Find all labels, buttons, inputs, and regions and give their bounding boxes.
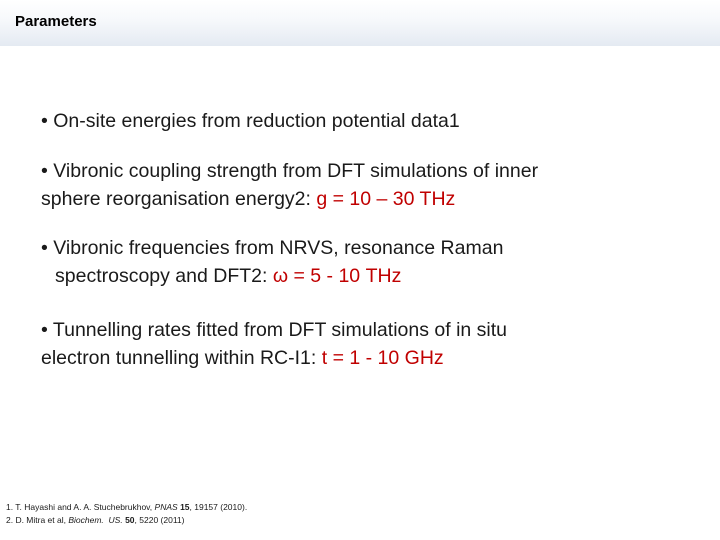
bullet-line (41, 234, 503, 262)
reference-2 (6, 514, 247, 527)
bullet-vibronic-coupling (41, 157, 538, 213)
bullet-vibronic-frequencies (41, 234, 503, 290)
bullet-text: On-site energies from reduction potential data1 (53, 110, 460, 132)
reference-1 (6, 501, 247, 514)
bullet-line-2 (41, 344, 507, 372)
reference-authors: 1. T. Hayashi and A. A. Stuchebrukhov, (6, 502, 155, 512)
reference-journal-2: US. (108, 515, 123, 525)
bullet-text: Vibronic frequencies from NRVS, resonance Raman (53, 237, 504, 259)
bullet-marker: • (41, 110, 48, 132)
reference-pages: , 19157 (2010). (189, 502, 248, 512)
parameter-value-omega: ω = 5 - 10 THz (272, 265, 402, 287)
bullet-marker: • (41, 160, 48, 182)
bullet-onsite-energies (41, 107, 460, 135)
parameter-value-g: g = 10 – 30 THz (316, 188, 456, 210)
bullet-line-2 (41, 185, 538, 213)
bullet-tunnelling-rates (41, 316, 507, 372)
references (6, 501, 247, 527)
reference-pages: , 5220 (2011) (134, 515, 185, 525)
slide-title: Parameters (15, 13, 97, 30)
bullet-text-2: spectroscopy and DFT2: (55, 265, 273, 287)
reference-journal: PNAS (154, 502, 178, 512)
bullet-text-2: sphere reorganisation energy2: (41, 188, 317, 210)
bullet-line-2 (41, 262, 503, 290)
reference-authors: 2. D. Mitra et al, (6, 515, 69, 525)
bullet-text-2: electron tunnelling within RC-I1: (41, 347, 322, 369)
bullet-text: Vibronic coupling strength from DFT simulations of inner (53, 160, 539, 182)
bullet-marker: • (41, 319, 48, 341)
bullet-line (41, 157, 538, 185)
title-bar (0, 0, 720, 46)
reference-journal: Biochem. (68, 515, 104, 525)
bullet-line (41, 316, 507, 344)
parameter-value-t: t = 1 - 10 GHz (321, 347, 444, 369)
bullet-line (41, 107, 460, 135)
bullet-marker: • (41, 237, 48, 259)
bullet-text: Tunnelling rates fitted from DFT simulations of in situ (52, 319, 508, 341)
reference-volume: 15 (180, 502, 190, 512)
reference-volume: 50 (125, 515, 135, 525)
